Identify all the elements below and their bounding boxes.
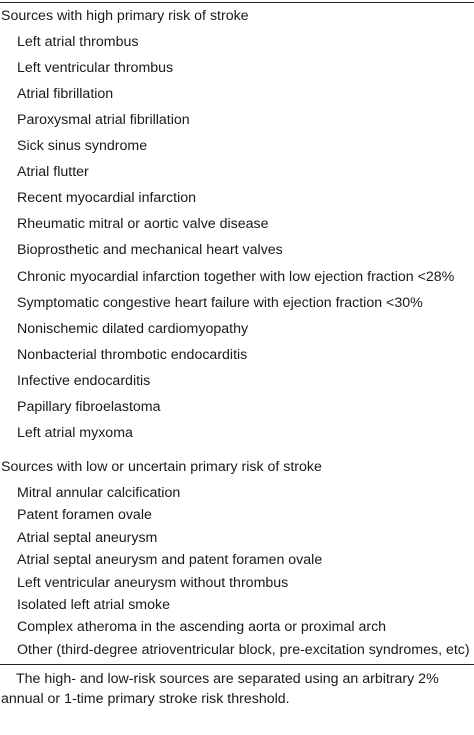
list-item: Chronic myocardial infarction together with low ejection fraction <28%: [17, 269, 455, 285]
list-item: Nonbacterial thrombotic endocarditis: [17, 347, 248, 363]
table-footnote: The high- and low-risk sources are separated using an arbitrary 2% annual or 1-time primary stroke risk threshold.: [1, 671, 439, 707]
group-heading-high-risk: Sources with high primary risk of stroke: [1, 8, 249, 24]
list-item: Recent myocardial infarction: [17, 190, 196, 206]
list-item: Left atrial thrombus: [17, 34, 139, 50]
list-item: Atrial septal aneurysm: [17, 529, 158, 546]
list-item: Rheumatic mitral or aortic valve disease: [17, 216, 269, 232]
list-item: Left atrial myxoma: [17, 425, 133, 441]
list-item: Left ventricular aneurysm without thrombus: [17, 574, 289, 591]
top-rule: [0, 2, 474, 3]
bottom-rule: [0, 664, 474, 665]
list-item: Atrial flutter: [17, 164, 89, 180]
list-item: Patent foramen ovale: [17, 507, 152, 524]
list-item: Atrial septal aneurysm and patent foramen ovale: [17, 552, 323, 569]
list-item: Left ventricular thrombus: [17, 60, 174, 76]
list-item: Sick sinus syndrome: [17, 138, 148, 154]
list-item: Paroxysmal atrial fibrillation: [17, 112, 190, 128]
group-heading-low-risk: Sources with low or uncertain primary risk of stroke: [1, 459, 322, 475]
list-item: Infective endocarditis: [17, 373, 151, 389]
list-item: Isolated left atrial smoke: [17, 597, 170, 613]
list-item: Other (third-degree atrioventricular block, pre-excitation syndromes, etc): [17, 641, 470, 658]
list-item: Mitral annular calcification: [17, 485, 181, 501]
list-item: Atrial fibrillation: [17, 86, 114, 102]
list-item: Nonischemic dilated cardiomyopathy: [17, 321, 249, 337]
list-item: Papillary fibroelastoma: [17, 399, 161, 415]
list-item: Bioprosthetic and mechanical heart valves: [17, 242, 283, 258]
list-item: Symptomatic congestive heart failure with ejection fraction <30%: [17, 295, 423, 311]
list-item: Complex atheroma in the ascending aorta or proximal arch: [17, 619, 387, 636]
